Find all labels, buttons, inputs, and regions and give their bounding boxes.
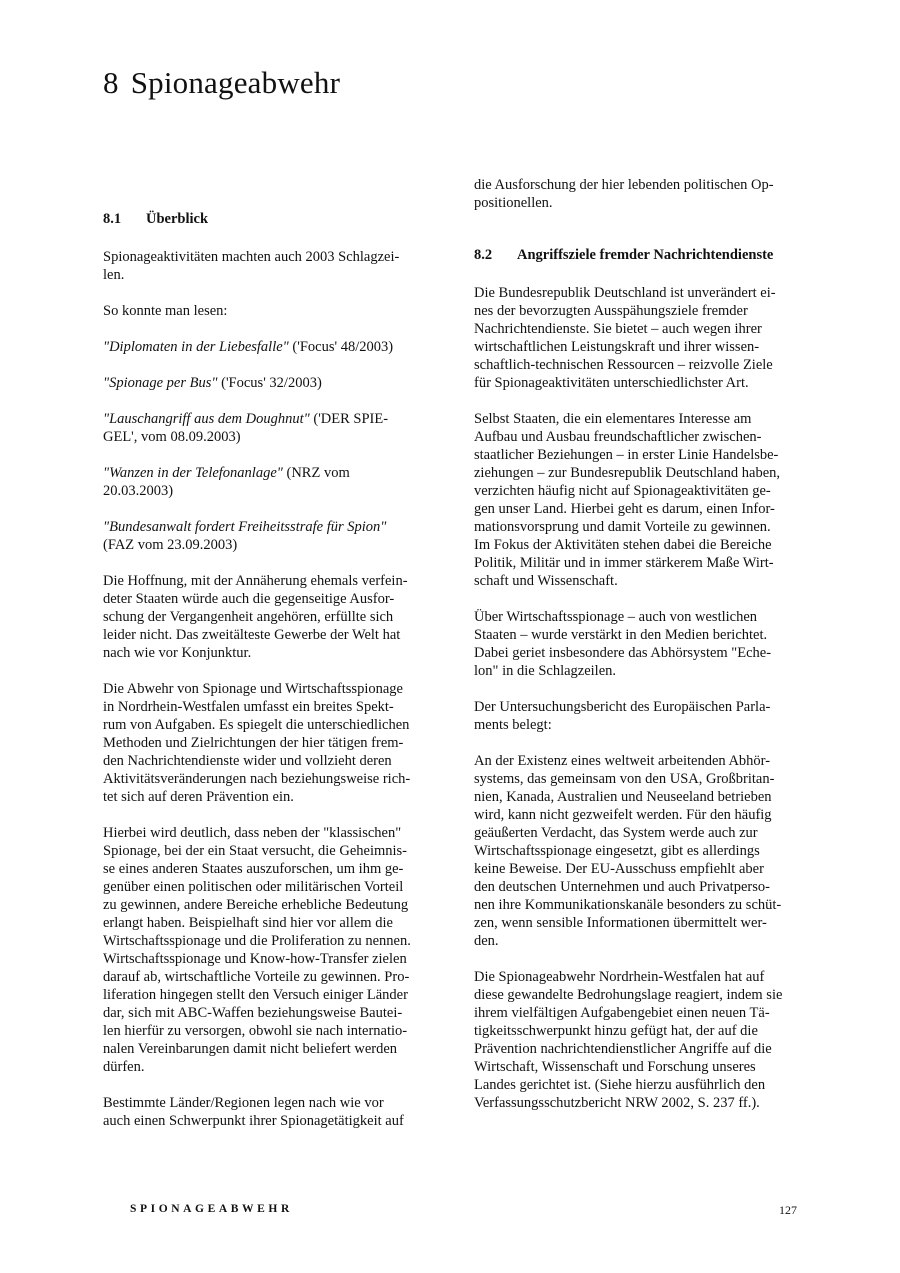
press-quote	[103, 518, 421, 554]
paragraph: Über Wirtschaftsspionage – auch von westlichen Staaten – wurde verstärkt in den Medien berichtet. Dabei geriet insbesondere das Abhörsystem "Eche- lon" in die Schlagzeilen.	[474, 609, 772, 679]
left-column	[103, 210, 421, 1130]
chapter-number: 8	[103, 65, 119, 100]
quote-title: "Wanzen in der Telefonanlage"	[103, 465, 283, 481]
paragraph: An der Existenz eines weltweit arbeitenden Abhör- systems, das gemeinsam von den USA, Großbritan- nien, Kanada, Australien und Neuseeland betrieben wird, kann nicht gezweifelt werden. Für den häufig geäußerten Verdacht, das System werde auch zur Wirtschaftsspionage eingesetzt, gibt es allerdings keine Beweise. Der EU-Ausschuss empfiehlt aber den deutschen Unternehmen und auch Privatperso- nen ihre Kommunikationskanäle besonders zu schüt- zen, wenn sensible Informationen übermittelt wer- den.	[474, 753, 782, 949]
paragraph: Selbst Staaten, die ein elementares Interesse am Aufbau und Ausbau freundschaftlicher zwischen- staatlicher Beziehungen – in erster Linie Handelsbe- ziehungen – zur Bundesrepublik Deutschland haben, verzichten häufig nicht auf Spionageaktivitäten ge- gen unser Land. Hierbei geht es darum, einen Infor- mationsvorsprung und damit Vorteile zu gewinnen. Im Fokus der Aktivitäten stehen dabei die Bereiche Politik, Militär und in immer stärkerem Maße Wirt- schaft und Wissenschaft.	[474, 411, 781, 589]
paragraph: Die Bundesrepublik Deutschland ist unverändert ei- nes der bevorzugten Ausspähungsziele fremder Nachrichtendienste. Sie bietet – auch wegen ihrer wirtschaftlichen Leistungskraft und ihrer wissen- schaftlich-technischen Ressourcen – reizvolle Ziele für Spionageaktivitäten unterschiedlichster Art.	[474, 285, 776, 391]
section-heading-8-1	[103, 210, 421, 228]
paragraph: Hierbei wird deutlich, dass neben der "klassischen" Spionage, bei der ein Staat versucht, die Geheimnis- se eines anderen Staates auszuforschen, um ihm ge- genüber einen politischen oder militärischen Vorteil zu gewinnen, andere Bereiche erhebliche Bedeutung erlangt haben. Beispielhaft sind hier vor allem die Wirtschaftsspionage und die Proliferation zu nennen. Wirtschaftsspionage und Know-how-Transfer zielen darauf ab, wirtschaftliche Vorteile zu gewinnen. Pro- liferation hingegen stellt den Versuch einiger Länder dar, sich mit ABC-Waffen beziehungsweise Bautei- len hierfür zu versorgen, obwohl sie nach internatio- nalen Vereinbarungen damit nicht beliefert werden dürfen.	[103, 825, 411, 1075]
quote-source: ('Focus' 32/2003)	[217, 375, 322, 391]
paragraph: Die Spionageabwehr Nordrhein-Westfalen hat auf diese gewandelte Bedrohungslage reagiert, indem sie ihrem vielfältigen Aufgabengebiet einen neuen Tä- tigkeitsschwerpunkt hinzu gefügt hat, der auf die Prävention nachrichtendienstlicher Angriffe auf die Wirtschaft, Wissenschaft und Forschung unseres Landes gerichtet ist. (Siehe hierzu ausführlich den Verfassungsschutzbericht NRW 2002, S. 237 ff.).	[474, 969, 783, 1111]
quote-title: "Diplomaten in der Liebesfalle"	[103, 339, 289, 355]
section-heading-8-2	[474, 246, 792, 264]
running-footer-label: SPIONAGEABWEHR	[130, 1203, 293, 1215]
chapter-title	[103, 64, 340, 102]
paragraph: Die Hoffnung, mit der Annäherung ehemals verfein- deter Staaten würde auch die gegenseitige Ausfor- schung der Vergangenheit angehören, erfüllte sich leider nicht. Das zweitälteste Gewerbe der Welt hat nach wie vor Konjunktur.	[103, 573, 408, 661]
press-quote	[103, 374, 421, 392]
paragraph: Bestimmte Länder/Regionen legen nach wie vor auch einen Schwerpunkt ihrer Spionagetätigkeit auf	[103, 1095, 404, 1129]
page-number: 127	[779, 1203, 797, 1217]
paragraph: So konnte man lesen:	[103, 303, 228, 319]
section-number: 8.1	[103, 211, 122, 227]
press-quote	[103, 464, 421, 500]
quote-source: ('Focus' 48/2003)	[288, 339, 394, 355]
press-quote	[103, 338, 421, 356]
quote-title: "Bundesanwalt fordert Freiheitsstrafe für Spion"	[103, 519, 387, 535]
chapter-title-text: Spionageabwehr	[130, 65, 341, 100]
paragraph: Spionageaktivitäten machten auch 2003 Schlagzei- len.	[103, 249, 400, 283]
quote-source: ('DER SPIE- GEL', vom 08.09.2003)	[103, 411, 389, 445]
paragraph: die Ausforschung der hier lebenden politischen Op- positionellen.	[474, 177, 774, 211]
paragraph: Die Abwehr von Spionage und Wirtschaftsspionage in Nordrhein-Westfalen umfasst ein breites Spekt- rum von Aufgaben. Es spiegelt die unterschiedlichen Methoden und Zielrichtungen der hier tätigen frem- den Nachrichtendienste wider und vollzieht deren Aktivitätsveränderungen nach beziehungsweise rich- tet sich auf deren Prävention ein.	[103, 681, 411, 805]
quote-title: "Spionage per Bus"	[103, 375, 218, 391]
section-number: 8.2	[474, 247, 493, 263]
quote-title: "Lauschangriff aus dem Doughnut"	[103, 411, 310, 427]
right-column	[474, 176, 792, 1112]
section-title: Angriffsziele fremder Nachrichtendienste	[517, 247, 774, 263]
quote-source: (NRZ vom 20.03.2003)	[103, 465, 350, 499]
section-title: Überblick	[146, 211, 209, 227]
paragraph: Der Untersuchungsbericht des Europäischen Parla- ments belegt:	[474, 699, 771, 733]
quote-source: (FAZ vom 23.09.2003)	[103, 537, 238, 553]
press-quote	[103, 410, 421, 446]
